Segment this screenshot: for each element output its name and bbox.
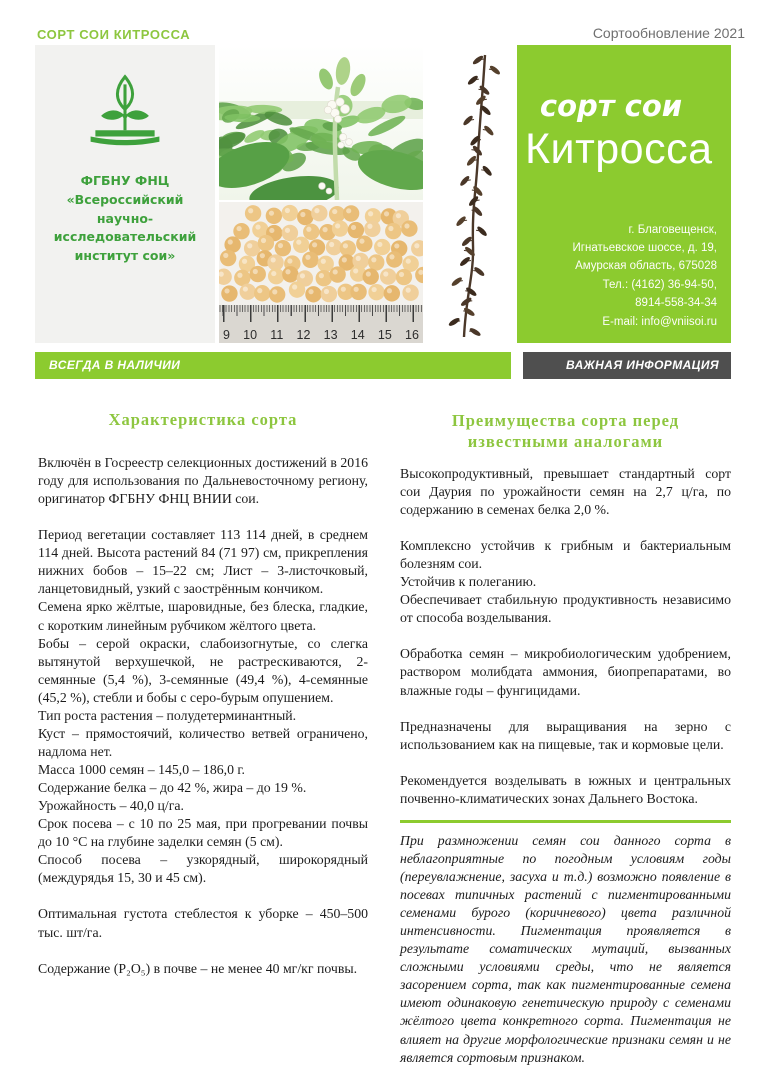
advantages-paragraph: Высокопродуктивный, превышает стандартный сорт сои Даурия по урожайности семян на 2,7 ц/га, по содержанию в семенах белка 2,0 %. xyxy=(400,465,731,517)
characteristics-paragraph: Срок посева – с 10 по 25 мая, при прогревании почвы до 10 °С на глубине заделки семян (5 см). xyxy=(38,816,368,850)
soy-plant-photo xyxy=(219,45,423,200)
characteristics-paragraph: Способ посева – узкорядный, широкорядный (междурядья 15, 30 и 45 см). xyxy=(38,852,368,886)
ruler-number: 12 xyxy=(296,328,311,342)
hero-strip xyxy=(0,45,763,343)
characteristics-paragraph: Включён в Госреестр селекционных достижений в 2016 году для использования по Дальневосточному региону, оригинатор ФГБНУ ФНЦ ВНИИ сои. xyxy=(38,455,368,507)
ruler-number: 9 xyxy=(223,328,230,342)
ruler xyxy=(219,305,423,343)
characteristics-paragraph: Содержание белка – до 42 %, жира – до 19 %. xyxy=(38,780,307,796)
advantages-heading-line: Преимущества сорта перед xyxy=(451,411,680,430)
contact-line: г. Благовещенск, xyxy=(628,223,717,236)
advantages-heading-line: известными аналогами xyxy=(467,432,664,452)
characteristics-paragraph: Куст – прямостоячий, количество ветвей ограничено, надлома нет. xyxy=(38,725,368,759)
ruler-number: 11 xyxy=(270,328,284,342)
advantages-paragraph: Рекомендуется возделывать в южных и центральных почвенно-климатических зонах Дальнего Востока. xyxy=(400,772,731,806)
advantages-paragraph: Устойчив к полеганию. xyxy=(400,574,537,590)
dried-plant-photo xyxy=(427,45,515,343)
ruler-number: 14 xyxy=(350,328,365,342)
institute-name-line: ФГБНУ ФНЦ xyxy=(80,173,170,188)
ruler-number: 15 xyxy=(377,328,392,342)
ruler-number: 10 xyxy=(243,328,258,342)
ruler-number: 16 xyxy=(405,328,419,342)
characteristics-paragraph: Тип роста растения – полудетерминантный. xyxy=(38,707,297,723)
institute-name-line: институт сои» xyxy=(74,248,176,263)
variety-card xyxy=(517,45,731,343)
characteristics-heading: Характеристика сорта xyxy=(108,410,298,429)
soybean-seeds-photo xyxy=(219,202,423,343)
contact-line: Тел.: (4162) 36-94-50, xyxy=(602,278,717,291)
availability-banner: ВСЕГДА В НАЛИЧИИ xyxy=(35,352,511,379)
ruler-ticks xyxy=(219,305,423,322)
sprout-book-icon xyxy=(82,71,168,157)
page-title: СОРТ СОИ КИТРОССА xyxy=(37,27,191,42)
institute-name-line: «Всероссийский xyxy=(66,191,184,207)
contact-line: 8914-558-34-34 xyxy=(635,297,717,310)
characteristics-paragraph: Семена ярко жёлтые, шаровидные, без блеска, гладкие, с коротким линейным рубчиком жёлтого цвета. xyxy=(38,599,368,633)
characteristics-section xyxy=(38,410,368,978)
characteristics-paragraph: Масса 1000 семян – 145,0 – 186,0 г. xyxy=(38,762,245,777)
ruler-number: 13 xyxy=(323,328,338,342)
important-info-banner: ВАЖНАЯ ИНФОРМАЦИЯ xyxy=(523,352,731,379)
contact-line: Амурская область, 675028 xyxy=(575,260,717,273)
variety-name: Китросса xyxy=(525,125,713,173)
contact-line: Игнатьевское шоссе, д. 19, xyxy=(572,242,717,255)
advantages-paragraph: Комплексно устойчив к грибным и бактериальным болезням сои. xyxy=(400,538,731,572)
advantages-paragraph: Предназначены для выращивания на зерно с использованием как на пищевые, так и кормовые цели. xyxy=(400,718,731,752)
characteristics-paragraph: Период вегетации составляет 113 114 дней, в среднем 114 дней. Высота растений 84 (71 97) см, прикрепления нижних бобов – 15–22 см; Лист – 3-листочковый, ланцетовидный, узкий с заострённым кончиком. xyxy=(38,527,368,597)
header-note: Сортообновление 2021 xyxy=(592,25,745,41)
characteristics-paragraph: Оптимальная густота стеблестоя к уборке – 450–500 тыс. шт/га. xyxy=(38,906,368,940)
advantages-paragraph: Обеспечивает стабильную продуктивность независимо от способа возделывания. xyxy=(400,592,731,626)
ruler-numbers xyxy=(219,328,423,342)
advantages-heading xyxy=(400,410,731,453)
green-divider xyxy=(400,820,731,823)
contact-email: E-mail: info@vniisoi.ru xyxy=(602,315,717,328)
characteristics-paragraph: Бобы – серой окраски, слабоизогнутые, со слегка вытянутой верхушечкой, не растрескиваются, 2-семянные (5,4 %), 3-семянные (49,4 %), 4-семянные (45,2 %), стебли и бобы с серо-бурым опушением. xyxy=(38,635,368,705)
institute-name xyxy=(35,172,215,266)
institute-name-line: научно- xyxy=(96,210,154,226)
variety-label: сорт сои xyxy=(539,89,683,123)
contact-block xyxy=(573,221,717,331)
institute-name-line: исследовательский xyxy=(53,229,197,245)
characteristics-paragraph: Содержание (P₂O₅) в почве – не менее 40 мг/кг почвы. xyxy=(38,960,358,976)
advantages-section xyxy=(400,410,731,1067)
institute-logo-block xyxy=(35,45,215,343)
advantages-paragraph: Обработка семян – микробиологическим удобрением, раствором молибдата аммония, биопрепаратами, во влажные годы – фунгицидами. xyxy=(400,646,731,698)
pigmentation-disclaimer: При размножении семян сои данного сорта в неблагоприятные по погодным условиям годы (переувлажнение, засуха и т.д.) возможно появление в посевах типичных растений с пигментированными семенами бурого (коричневого) цвета различной интенсивности. Пигментация проявляется в результате соматических мутаций, вызванных сложными условиями среды, что не является засорением сорта, так как пигментированные семена имеют одинаковую генетическую природу с семенами жёлтого цвета конкретного сорта. Пигментация не влияет на другие морфологические признаки семян и не является сортовым признаком. xyxy=(400,832,731,1065)
characteristics-paragraph: Урожайность – 40,0 ц/га. xyxy=(38,798,184,814)
